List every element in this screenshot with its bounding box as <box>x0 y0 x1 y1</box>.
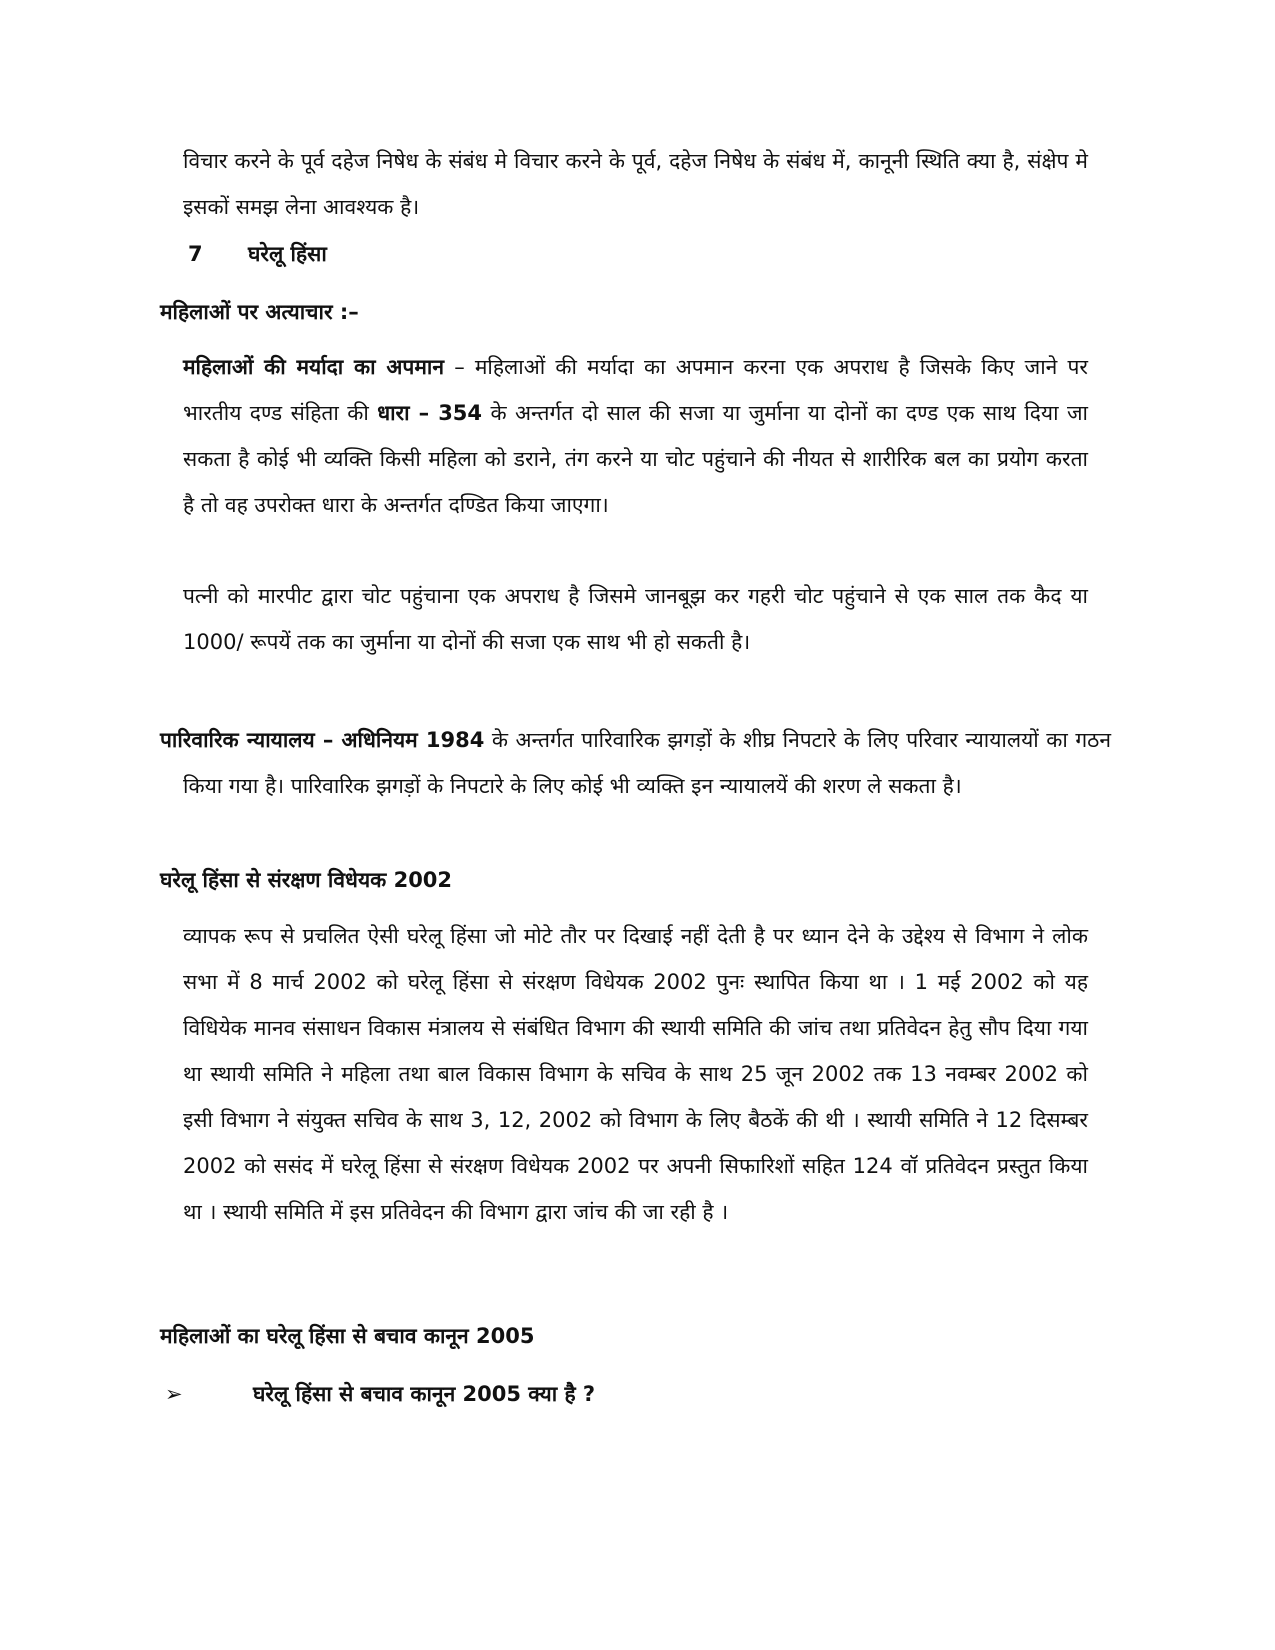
bill-2002-heading: घरेलू हिंसा से संरक्षण विधेयक 2002 <box>160 868 453 892</box>
modesty-term: महिलाओं की मर्यादा का अपमान <box>183 355 445 379</box>
law-2005-question: घरेलू हिंसा से बचाव कानून 2005 क्या है ? <box>253 1382 596 1406</box>
law-2005-heading: महिलाओं का घरेलू हिंसा से बचाव कानून 2005 <box>160 1324 535 1348</box>
intro-text: विचार करने के पूर्व दहेज निषेध के संबंध मे विचार करने के पूर्व, दहेज निषेध के संबंध में, कानूनी स्थिति क्या है, संक्षेप मे इसकों समझ लेना आवश्यक है। <box>183 149 1088 219</box>
arrow-bullet-icon: ➢ <box>165 1382 183 1406</box>
atrocities-heading: महिलाओं पर अत्याचार :– <box>160 300 359 324</box>
section-354-term: धारा – 354 <box>377 401 483 425</box>
section-title: घरेलू हिंसा <box>248 242 327 266</box>
family-court-paragraph <box>160 717 1111 809</box>
bill-2002-paragraph <box>183 913 1088 1235</box>
law-2005-question-item <box>165 1380 595 1408</box>
bill-2002-text: व्यापक रूप से प्रचलित ऐसी घरेलू हिंसा जो मोटे तौर पर दिखाई नहीं देती है पर ध्यान देने के उद्देश्य से विभाग ने लोक सभा में 8 मार्च 2002 को घरेलू हिंसा से संरक्षण विधेयक 2002 पुनः स्थापित किया था । 1 मई 2002 को यह विधियेक मानव संसाधन विकास मंत्रालय से संबंधित विभाग की स्थायी समिति की जांच तथा प्रतिवेदन हेतु सौप दिया गया था स्थायी समिति ने महिला तथा बाल विकास विभाग के सचिव के साथ 25 जून 2002 तक 13 नवम्बर 2002 को इसी विभाग ने संयुक्त सचिव के साथ 3, 12, 2002 को विभाग के लिए बैठकें की थी । स्थायी समिति ने 12 दिसम्बर 2002 को ससंद में घरेलू हिंसा से संरक्षण विधेयक 2002 पर अपनी सिफारिशों सहित 124 वॉ प्रतिवेदन प्रस्तुत किया था । स्थायी समिति में इस प्रतिवेदन की विभाग द्वारा जांच की जा रही है । <box>183 924 1088 1224</box>
section-number: 7 <box>188 242 203 266</box>
intro-paragraph <box>183 138 1088 230</box>
modesty-paragraph <box>183 344 1088 528</box>
modesty-text-2: के अन्तर्गत दो साल की सजा या जुर्माना या दोनों का दण्ड एक साथ दिया जा सकता है कोई भी व्यक्ति किसी महिला को डराने, तंग करने या चोट पहुंचाने की नीयत से शारीरिक बल का प्रयोग करता है तो वह उपरोक्त धारा के अन्तर्गत दण्डित किया जाएगा। <box>183 401 1088 517</box>
section-7-heading <box>188 240 327 268</box>
family-court-text: के अन्तर्गत पारिवारिक झगड़ों के शीघ्र निपटारे के लिए परिवार न्यायालयों का गठन किया गया है। पारिवारिक झगड़ों के निपटारे के लिए कोई भी व्यक्ति इन न्यायालयें की शरण ले सकता है। <box>183 728 1111 798</box>
wife-beating-text: पत्नी को मारपीट द्वारा चोट पहुंचाना एक अपराध है जिसमे जानबूझ कर गहरी चोट पहुंचाने से एक साल तक कैद या 1000/ रूपयें तक का जुर्माना या दोनों की सजा एक साथ भी हो सकती है। <box>183 584 1088 654</box>
family-court-term: पारिवारिक न्यायालय – अधिनियम 1984 <box>160 728 485 752</box>
modesty-text-1: – महिलाओं की मर्यादा का अपमान करना एक अपराध है जिसके किए जाने पर भारतीय दण्ड संहिता की <box>183 355 1088 425</box>
wife-beating-paragraph <box>183 573 1088 665</box>
